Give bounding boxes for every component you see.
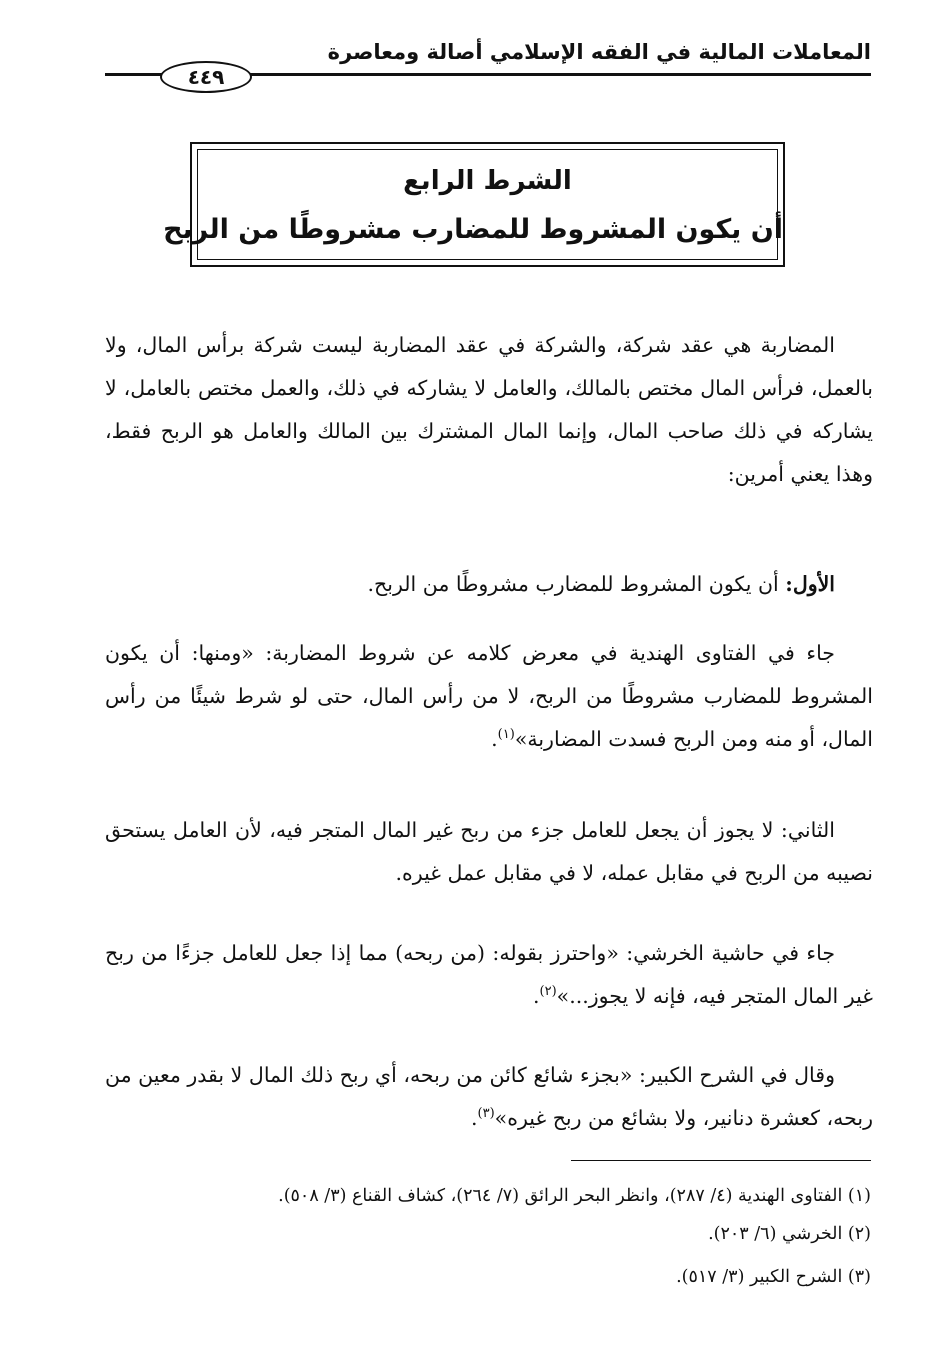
- footnote-separator: [571, 1160, 871, 1161]
- paragraph-first-point: [105, 563, 873, 606]
- footnote-ref-2: (٢): [539, 983, 557, 999]
- running-header-title: المعاملات المالية في الفقه الإسلامي أصالة ومعاصرة: [327, 40, 871, 64]
- paragraph-sharh-kabir-quote: وقال في الشرح الكبير: «بجزء شائع كائن من ربحه، أي ربح ذلك المال لا بقدر معين من ربحه، كعشرة دنانير، ولا بشائع من ربح غيره»$^{(٣)}$.: [105, 1062, 873, 1130]
- first-point-label: الأول:: [785, 571, 835, 596]
- page-number: ٤٤٩: [160, 61, 252, 93]
- sharh-kabir-quote-text: وقال في الشرح الكبير: «بجزء شائع كائن من ربحه، أي ربح ذلك المال لا بقدر معين من ربحه، كعشرة دنانير، ولا بشائع من ربح غيره»: [105, 1062, 873, 1130]
- paragraph-intro: المضاربة هي عقد شركة، والشركة في عقد المضاربة ليست شركة برأس المال، ولا بالعمل، فرأس المال مختص بالمالك، والعامل لا يشاركه في ذلك، والعمل مختص بالعامل، لا يشاركه في ذلك صاحب المال، وإنما المال المشترك بين المالك والعامل هو الربح فقط، وهذا يعني أمرين:: [105, 332, 873, 486]
- first-point-text: أن يكون المشروط للمضارب مشروطًا من الربح.: [367, 571, 786, 596]
- kharashi-quote-text: جاء في حاشية الخرشي: «واحترز بقوله: (من ربحه) مما إذا جعل للعامل جزءًا من ربح غير المال المتجر فيه، فإنه لا يجوز...»: [105, 940, 873, 1008]
- paragraph-second-point: الثاني: لا يجوز أن يجعل للعامل جزء من ربح غير المال المتجر فيه، لأن العامل يستحق نصيبه من الربح في مقابل عمله، لا في مقابل عمل غيره.: [105, 817, 873, 885]
- section-title-box: [163, 142, 785, 267]
- paragraph-hindiyya-quote: جاء في الفتاوى الهندية في معرض كلامه عن شروط المضاربة: «ومنها: أن يكون المشروط للمضارب مشروطًا من الربح، لا من رأس المال، حتى لو شرط شيئًا من رأس المال، أو منه ومن الربح فسدت المضاربة»$^{(١)}$.: [105, 640, 873, 751]
- footnote-3: (٣) الشرح الكبير (٣/ ٥١٧).: [676, 1267, 871, 1287]
- footnote-ref-1: (١): [497, 726, 515, 742]
- footnote-1: (١) الفتاوى الهندية (٤/ ٢٨٧)، وانظر البحر الرائق (٧/ ٢٦٤)، كشاف القناع (٣/ ٥٠٨).: [278, 1186, 871, 1206]
- footnote-2: (٢) الخرشي (٦/ ٢٠٣).: [708, 1224, 871, 1244]
- paragraph-kharashi-quote: جاء في حاشية الخرشي: «واحترز بقوله: (من ربحه) مما إذا جعل للعامل جزءًا من ربح غير المال المتجر فيه، فإنه لا يجوز...»$^{(٢)}$.: [105, 940, 873, 1008]
- hindiyya-quote-text: جاء في الفتاوى الهندية في معرض كلامه عن شروط المضاربة: «ومنها: أن يكون المشروط للمضارب مشروطًا من الربح، لا من رأس المال، حتى لو شرط شيئًا من رأس المال، أو منه ومن الربح فسدت المضاربة»: [105, 640, 873, 751]
- footnote-ref-3: (٣): [477, 1105, 495, 1121]
- section-heading: الشرط الرابع: [403, 166, 572, 196]
- section-subheading: أن يكون المشروط للمضارب مشروطًا من الربح: [163, 214, 783, 245]
